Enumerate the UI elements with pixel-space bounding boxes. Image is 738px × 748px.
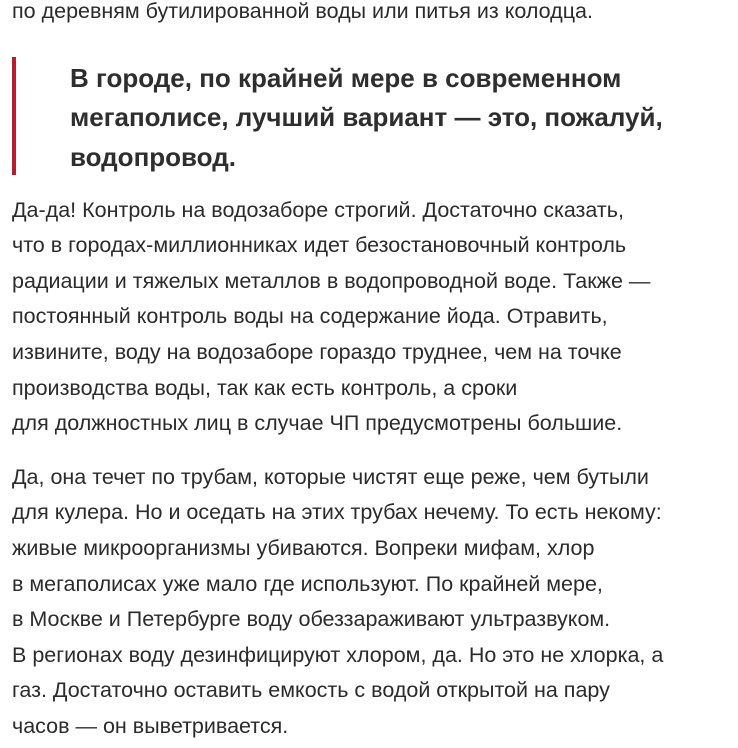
text-line: постоянный контроль воды на содержание йода. Отравить, bbox=[12, 304, 608, 329]
pull-quote bbox=[12, 57, 736, 175]
text-line: в мегаполисах уже мало где используют. По крайней мере, bbox=[12, 571, 603, 596]
text-line: производства воды, так как есть контроль, а сроки bbox=[12, 375, 518, 400]
text-line: по деревням бутилированной воды или питья из колодца. bbox=[12, 0, 593, 23]
text-line: живые микроорганизмы убиваются. Вопреки мифам, хлор bbox=[12, 535, 595, 560]
quote-accent-bar bbox=[12, 57, 16, 175]
quote-line: водопровод. bbox=[70, 141, 236, 172]
text-line: в Москве и Петербурге воду обеззараживают ультразвуком. bbox=[12, 607, 611, 632]
quote-line: мегаполисе, лучший вариант — это, пожалуй, bbox=[70, 102, 663, 133]
text-line: газ. Достаточно оставить емкость с водой открытой на пару bbox=[12, 678, 610, 703]
text-line: что в городах-миллионниках идет безостановочный контроль bbox=[12, 233, 627, 258]
quote-line: В городе, по крайней мере в современном bbox=[70, 62, 622, 93]
text-line: Да-да! Контроль на водозаборе строгий. Достаточно сказать, bbox=[12, 197, 624, 222]
paragraph-pipes bbox=[12, 460, 736, 745]
text-line: В регионах воду дезинфицируют хлором, да. Но это не хлорка, а bbox=[12, 642, 664, 667]
article-body bbox=[12, 0, 736, 745]
text-line: часов — он выветривается. bbox=[12, 713, 289, 738]
text-line: извините, воду на водозаборе гораздо труднее, чем на точке bbox=[12, 339, 622, 364]
text-line: для должностных лиц в случае ЧП предусмотрены большие. bbox=[12, 411, 623, 436]
paragraph-water-control bbox=[12, 193, 736, 442]
quote-text bbox=[70, 57, 736, 178]
text-line: для кулера. Но и оседать на этих трубах нечему. То есть некому: bbox=[12, 500, 662, 525]
text-line: радиации и тяжелых металлов в водопроводной воде. Также — bbox=[12, 268, 651, 293]
paragraph-intro-tail bbox=[12, 0, 736, 30]
text-line: Да, она течет по трубам, которые чистят еще реже, чем бутыли bbox=[12, 464, 649, 489]
